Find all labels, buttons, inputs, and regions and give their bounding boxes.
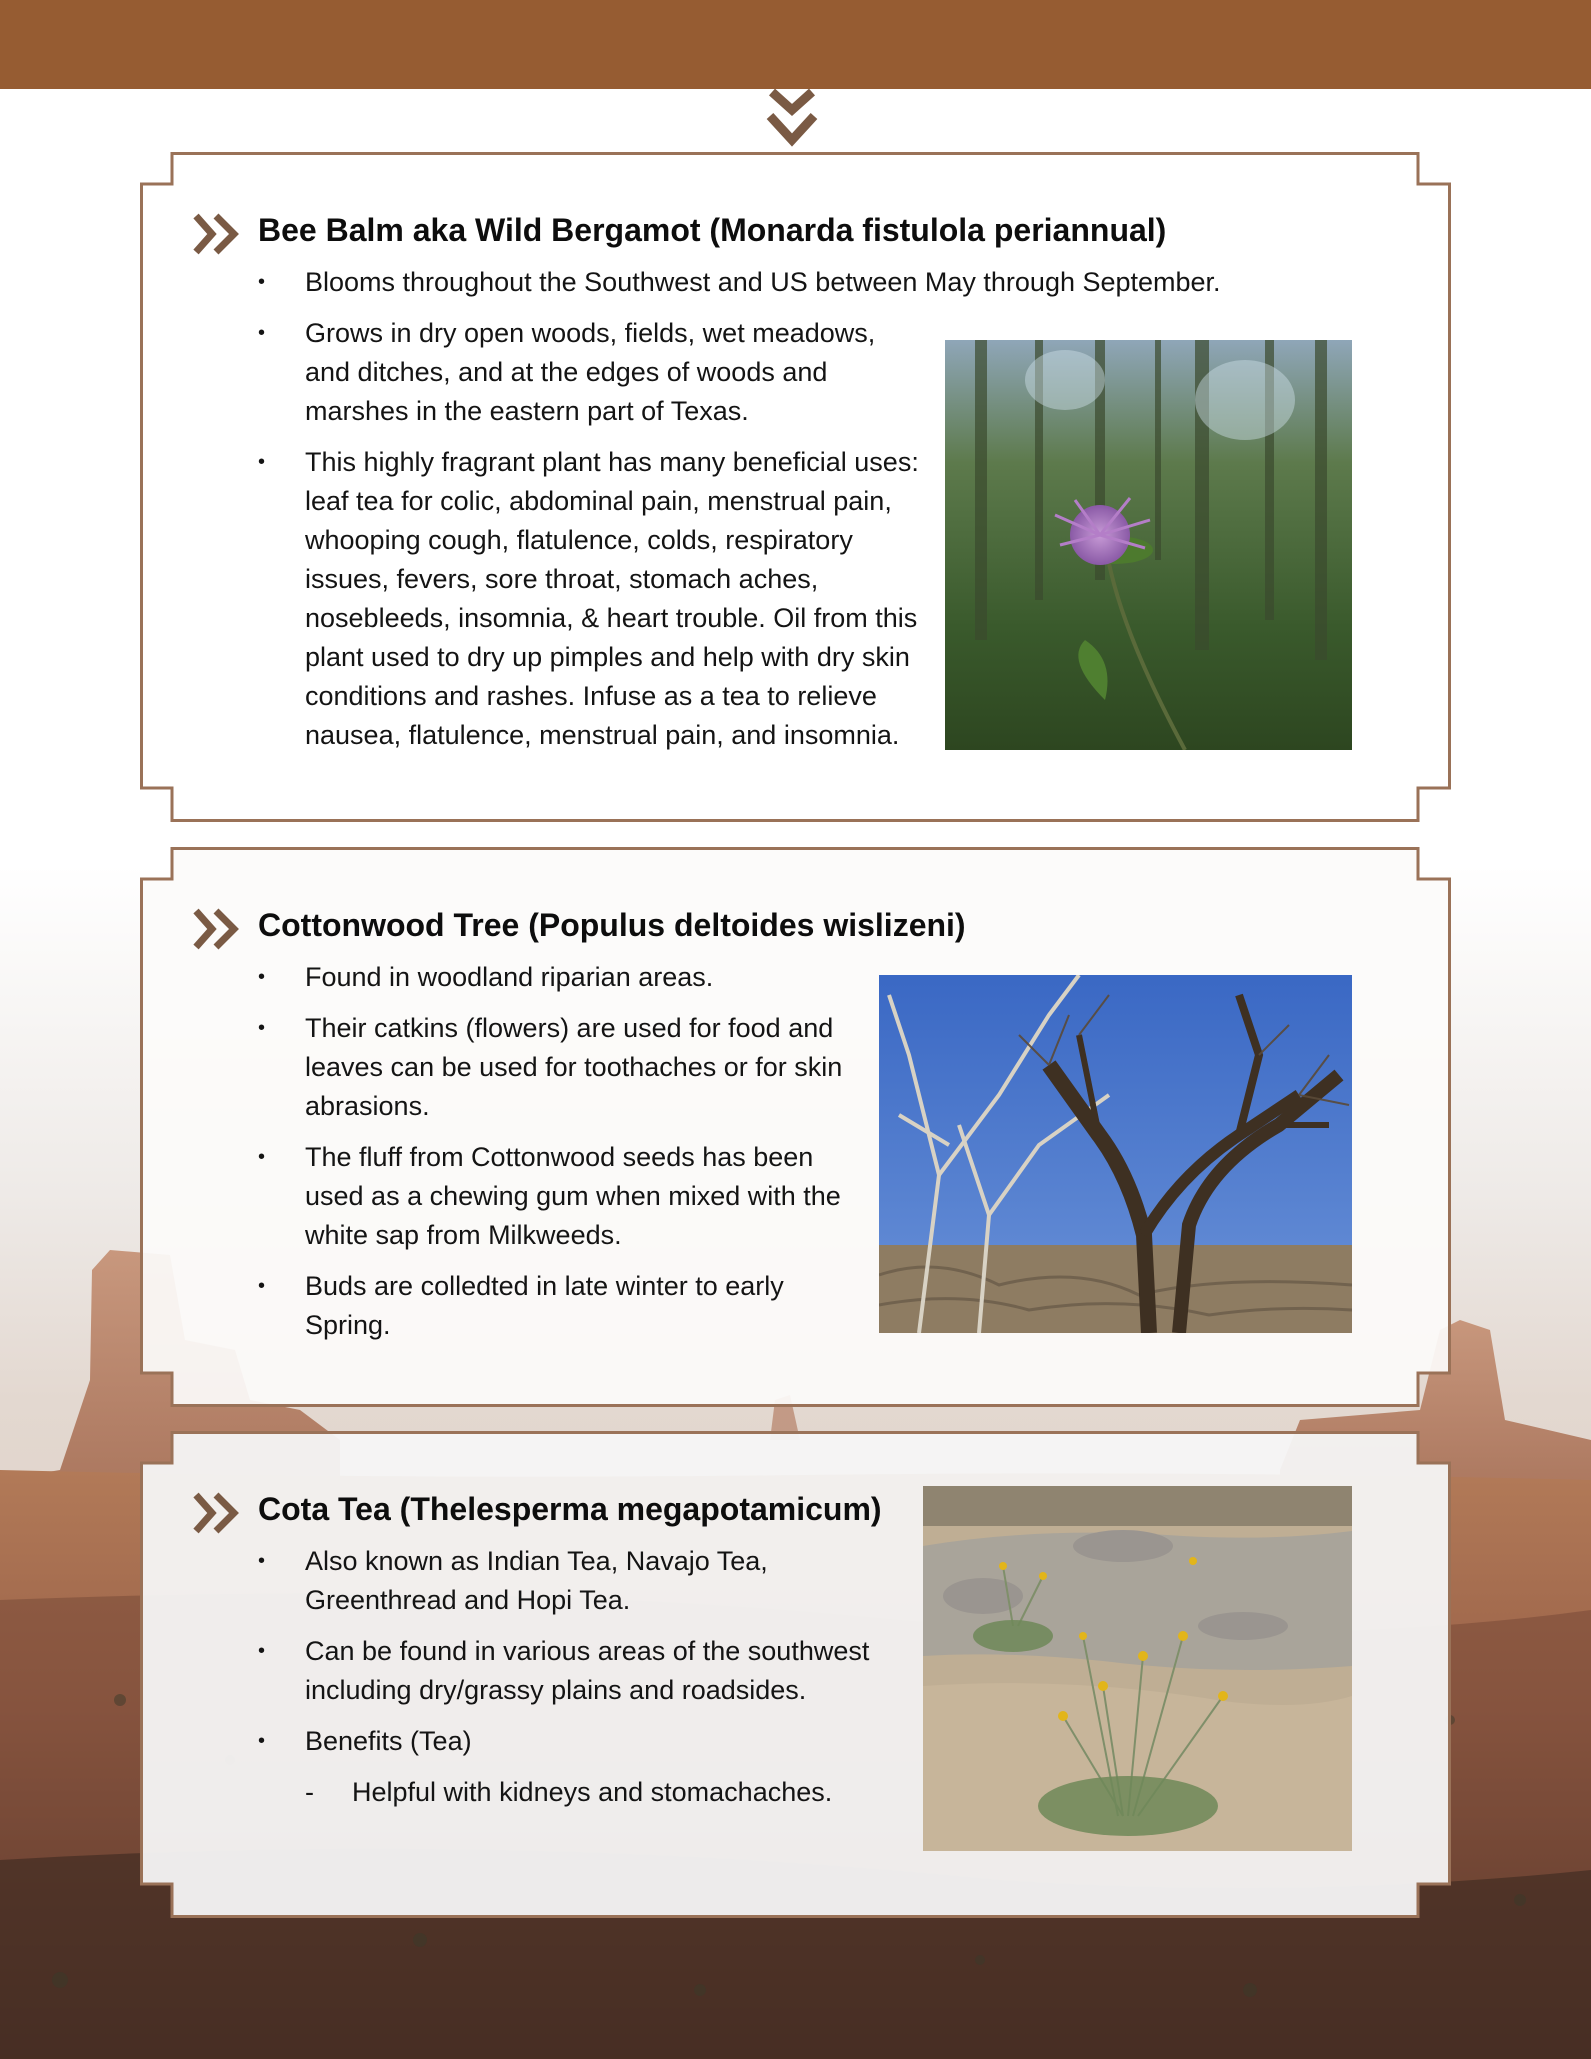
plant-title: Bee Balm aka Wild Bergamot (Monarda fistulola periannual) — [258, 212, 1167, 248]
double-chevron-right-icon — [192, 907, 242, 951]
plant-card-cota-tea — [140, 1431, 1451, 1918]
bullet-list — [258, 1542, 898, 1824]
cottonwood-photo — [879, 975, 1352, 1333]
plant-card-cottonwood — [140, 847, 1451, 1407]
bullet-list — [258, 958, 858, 1357]
list-item: • Benefits (Tea) — [258, 1722, 885, 1761]
list-item: • Their catkins (flowers) are used for food and leaves can be used for toothaches or for skin abrasions. — [258, 1009, 865, 1126]
plant-card-bee-balm — [140, 152, 1451, 822]
double-chevron-right-icon — [192, 1491, 242, 1535]
top-banner — [0, 0, 1591, 89]
list-item: • Grows in dry open woods, fields, wet meadows, and ditches, and at the edges of woods and marshes in the eastern part of Texas. — [258, 314, 925, 431]
list-item: • The fluff from Cottonwood seeds has been used as a chewing gum when mixed with the white sap from Milkweeds. — [258, 1138, 865, 1255]
double-chevron-down-icon — [762, 86, 822, 156]
list-item: • This highly fragrant plant has many beneficial uses: leaf tea for colic, abdominal pain, menstrual pain, whooping cough, flatulence, colds, respiratory issues, fevers, sore throat, stomach aches, nosebleeds, insomnia, & heart trouble. Oil from this plant used to dry up pimples and help with dry skin conditions and rashes. Infuse as a tea to relieve nausea, flatulence, menstrual pain, and insomnia. — [258, 443, 925, 755]
list-item: • Also known as Indian Tea, Navajo Tea, Greenthread and Hopi Tea. — [258, 1542, 885, 1620]
cota-tea-photo — [923, 1486, 1352, 1851]
double-chevron-right-icon — [192, 212, 242, 256]
list-item: • Found in woodland riparian areas. — [258, 958, 865, 997]
list-item: • Buds are colledted in late winter to early Spring. — [258, 1267, 825, 1345]
bee-balm-photo — [945, 340, 1352, 750]
plant-title: Cottonwood Tree (Populus deltoides wislizeni) — [258, 907, 966, 943]
list-item: • Blooms throughout the Southwest and US between May through September. — [258, 263, 1395, 302]
list-item: • Can be found in various areas of the southwest including dry/grassy plains and roadsides. — [258, 1632, 905, 1710]
plant-title: Cota Tea (Thelesperma megapotamicum) — [258, 1491, 882, 1527]
sub-list-item: - Helpful with kidneys and stomachaches. — [258, 1773, 952, 1812]
